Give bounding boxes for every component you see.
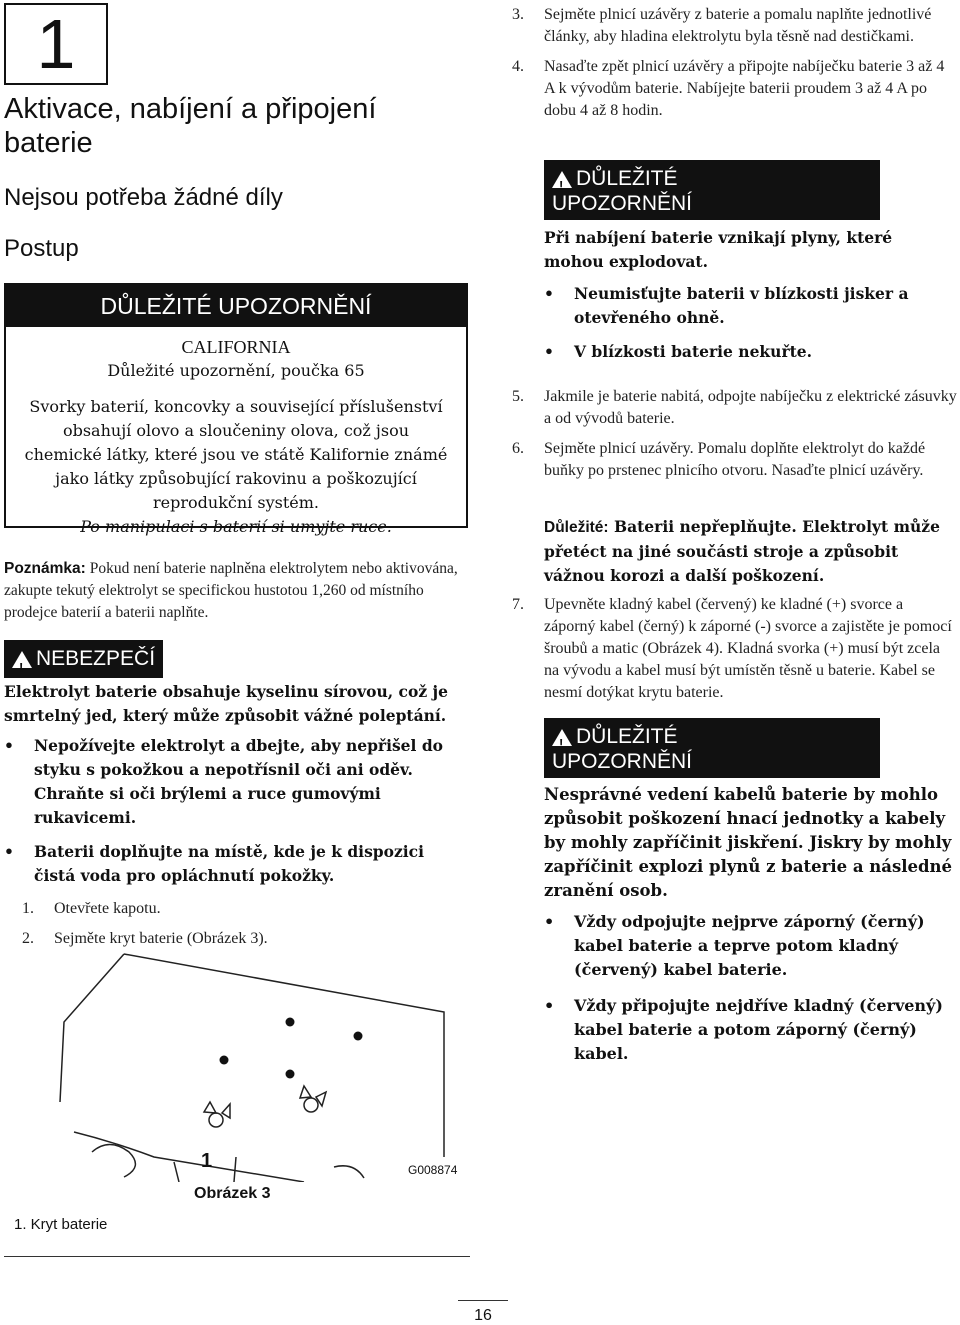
warning1-label-2: UPOZORNĚNÍ <box>552 192 693 215</box>
hole-1 <box>286 1018 295 1027</box>
step-number-box <box>4 3 108 85</box>
figure-callout: 1 <box>201 1150 213 1172</box>
note-text: Pokud není baterie naplněna elektrolytem nebo aktivována, zakupte tekutý elektrolyt se specifickou hustotou 1,260 od místního prodejce baterií a baterii naplňte. <box>4 560 458 621</box>
warning2-label-1: DŮLEŽITÉ <box>576 725 678 748</box>
cover-outline <box>124 954 444 1157</box>
legend-divider <box>4 1256 470 1257</box>
warning2-bullets <box>544 910 956 1076</box>
step-item <box>512 4 958 48</box>
danger-bullet: • Nepožívejte elektrolyt a dbejte, aby nepřišel do styku s pokožkou a nepotřísnil oči ani oděv. Chraňte si oči brýlemi a ruce gumovými rukavicemi. <box>4 734 450 830</box>
step-item <box>22 898 462 920</box>
step-item <box>512 594 958 704</box>
steps-right-a <box>512 4 958 130</box>
warning2-text: Nesprávné vedení kabelů baterie by mohlo způsobit poškození hnací jednotky a kabely by mohly zapříčinit jiskření. Jiskry by mohly zapříčinit explozi plynů z baterie a následné zranění osob. <box>544 785 953 900</box>
california-warning-box <box>4 283 468 536</box>
danger-text: Elektrolyt baterie obsahuje kyselinu sírovou, což je smrtelný jed, který může způsobit vážné poleptání. <box>4 682 448 725</box>
step-item <box>512 438 958 482</box>
step-num: 1. <box>22 900 34 917</box>
warning1-bullets <box>544 282 956 374</box>
callout-line <box>234 1157 236 1182</box>
steps-right-b <box>512 386 958 490</box>
step-7 <box>512 594 958 712</box>
warning-triangle-icon <box>552 171 572 188</box>
figure-legend: 1. Kryt baterie <box>14 1216 108 1233</box>
page-number: 16 <box>458 1300 508 1325</box>
wing-nut-right <box>300 1086 326 1112</box>
step-text: Sejměte plnicí uzávěry. Pomalu doplňte elektrolyt do každé buňky po prstenec plnicího otvoru. Nasaďte plnicí uzávěry. <box>544 440 926 479</box>
wing-nut-left <box>204 1102 230 1127</box>
steps-left <box>22 898 462 958</box>
step-item <box>512 56 958 122</box>
step-text: Jakmile je baterie nabitá, odpojte nabíječku z elektrické zásuvky a od vývodů baterie. <box>544 388 957 427</box>
warning1-label-1: DŮLEŽITÉ <box>576 167 678 190</box>
procedure-heading: Postup <box>4 235 79 262</box>
step-num: 5. <box>512 388 524 405</box>
knob-left <box>92 1145 135 1178</box>
warning2-label-2: UPOZORNĚNÍ <box>552 750 693 773</box>
warning-triangle-icon <box>12 651 32 668</box>
important-note <box>544 515 956 588</box>
warning1-bullet: • Neumisťujte baterii v blízkosti jisker a otevřeného ohně. <box>544 282 956 330</box>
step-text: Sejměte plnicí uzávěry z baterie a pomalu naplňte jednotlivé články, aby hladina elektrolytu byla těsně nad destičkami. <box>544 6 932 45</box>
step-text: Upevněte kladný kabel (červený) ke kladné (+) svorce a záporný kabel (černý) k záporné (-) svorce a zajistěte je pomocí šroubů a matic (Obrázek 4). Kladná svorka (+) musí být zcela na vývodu a kabel musí být umístěn těsně u baterie. Kabel se nesmí dotýkat krytu baterie. <box>544 596 952 701</box>
figure-caption: Obrázek 3 <box>194 1185 271 1202</box>
danger-label-box <box>4 640 163 678</box>
note-paragraph <box>4 558 466 624</box>
step-text: Sejměte kryt baterie (Obrázek 3). <box>54 930 268 947</box>
note-label: Poznámka: <box>4 560 86 577</box>
hole-4 <box>286 1070 295 1079</box>
important-label: Důležité: <box>544 519 609 536</box>
california-state: CALIFORNIA <box>181 337 291 357</box>
hole-3 <box>220 1056 229 1065</box>
california-warning-title: DŮLEŽITÉ UPOZORNĚNÍ <box>6 285 466 327</box>
warning1-bullet: • V blízkosti baterie nekuřte. <box>544 340 956 364</box>
parts-heading: Nejsou potřeba žádné díly <box>4 184 283 211</box>
battery-cover-figure <box>4 952 464 1182</box>
step-item <box>22 928 462 950</box>
step-num: 2. <box>22 930 34 947</box>
section-title: Aktivace, nabíjení a připojení baterie <box>4 93 377 159</box>
california-text: Svorky baterií, koncovky a související příslušenství obsahují olovo a sloučeniny olova, což jsou chemické látky, které jsou ve státě Kalifornie známé jako látky způsobující rakovinu a poškozující reprodukční systém. <box>24 397 448 512</box>
cover-left-edge <box>60 954 124 1102</box>
knob-right <box>334 1166 364 1178</box>
warning1-label-box <box>544 160 880 220</box>
warning2-label-box <box>544 718 880 778</box>
danger-label: NEBEZPEČÍ <box>36 647 156 670</box>
warning-triangle-icon <box>552 729 572 746</box>
warning1-text: Při nabíjení baterie vznikají plyny, které mohou explodovat. <box>544 228 893 271</box>
cover-lower-edge <box>74 1132 304 1182</box>
important-text: Baterii nepřeplňujte. Elektrolyt může přetéct na jiné součásti stroje a způsobit vážnou korozi a další poškození. <box>544 517 940 585</box>
danger-bullets <box>4 734 450 898</box>
danger-bullet: • Baterii doplňujte na místě, kde je k dispozici čistá voda pro opláchnutí pokožky. <box>4 840 450 888</box>
danger-signal <box>4 640 163 678</box>
california-subtitle: Důležité upozornění, poučka 65 <box>107 361 365 380</box>
california-italic: Po manipulaci s baterií si umyjte ruce. <box>80 517 392 536</box>
warning2-bullet: • Vždy připojujte nejdříve kladný (červený) kabel baterie a potom záporný (černý) kabel. <box>544 994 956 1066</box>
step-item <box>512 386 958 430</box>
warning2-bullet: • Vždy odpojujte nejprve záporný (černý) kabel baterie a teprve potom kladný (červený) kabel baterie. <box>544 910 956 982</box>
step-num: 3. <box>512 6 524 23</box>
step-text: Nasaďte zpět plnicí uzávěry a připojte nabíječku baterie 3 až 4 A k vývodům baterie. Nabíjejte baterii proudem 3 až 4 A po dobu 4 až 8 hodin. <box>544 58 945 119</box>
step-num: 7. <box>512 596 524 613</box>
step-num: 4. <box>512 58 524 75</box>
figure-code: G008874 <box>408 1163 458 1177</box>
step-text: Otevřete kapotu. <box>54 900 161 917</box>
step-number: 1 <box>36 5 76 83</box>
california-warning-body <box>6 327 466 539</box>
hole-2 <box>354 1032 363 1041</box>
step-num: 6. <box>512 440 524 457</box>
